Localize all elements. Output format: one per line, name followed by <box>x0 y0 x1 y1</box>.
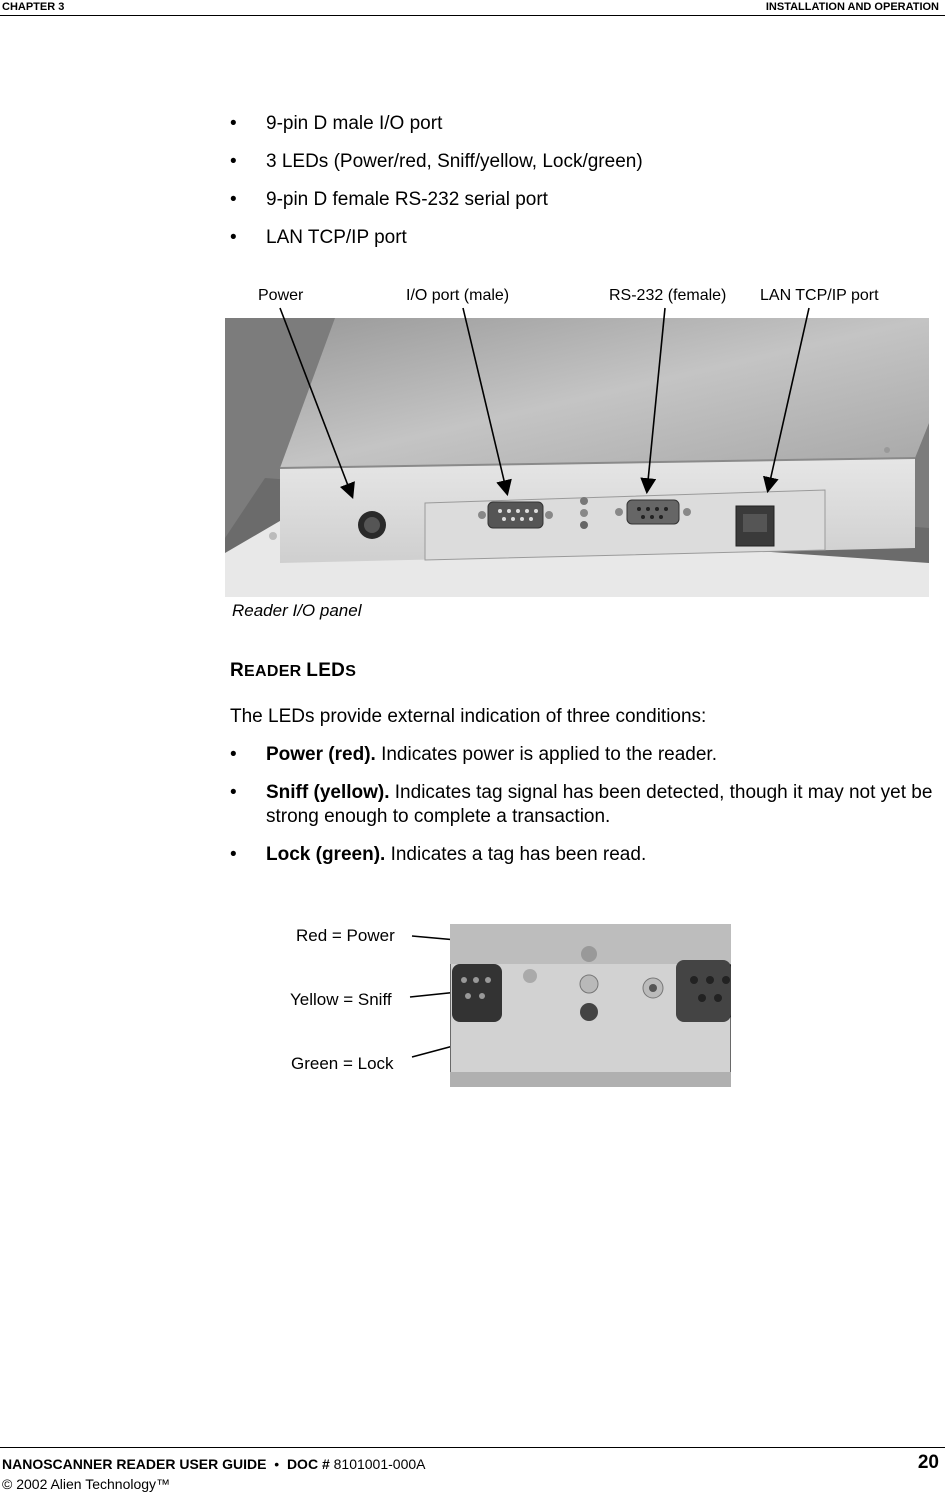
bullet-icon: • <box>230 151 237 172</box>
section-heading: READER LEDS <box>230 660 357 681</box>
reader-io-panel-photo <box>225 318 929 597</box>
label-rs232: RS-232 (female) <box>609 287 727 304</box>
page-header <box>0 0 945 18</box>
list-item: • Lock (green). Indicates a tag has been read. <box>230 844 647 865</box>
list-item: • Power (red). Indicates power is applied to the reader. <box>230 744 717 765</box>
footer-divider <box>0 1447 945 1448</box>
label-lan: LAN TCP/IP port <box>760 287 879 304</box>
label-yellow-sniff: Yellow = Sniff <box>290 990 392 1009</box>
footer-title: NANOSCANNER READER USER GUIDE • DOC # 8101001-000A <box>2 1456 426 1472</box>
list-item: • Sniff (yellow). Indicates tag signal has been detected, though it may not yet be strong enough to complete a transaction. <box>230 782 933 827</box>
list-item: • 3 LEDs (Power/red, Sniff/yellow, Lock/green) <box>230 151 643 172</box>
section-label: INSTALLATION AND OPERATION <box>765 1 939 13</box>
header-divider <box>0 15 945 16</box>
footer-copyright: © 2002 Alien Technology™ <box>2 1476 171 1492</box>
led-list <box>230 743 940 881</box>
label-power: Power <box>258 287 304 304</box>
section-intro: The LEDs provide external indication of three conditions: <box>230 706 707 727</box>
label-green-lock: Green = Lock <box>291 1054 394 1073</box>
led-closeup-photo <box>450 924 731 1087</box>
bullet-icon: • <box>230 113 237 134</box>
list-item: • LAN TCP/IP port <box>230 227 407 248</box>
list-item: • 9-pin D female RS-232 serial port <box>230 189 548 210</box>
bullet-icon: • <box>230 744 237 765</box>
list-item: • 9-pin D male I/O port <box>230 113 443 134</box>
chapter-label: CHAPTER 3 <box>2 1 65 13</box>
ports-list <box>230 112 930 264</box>
page-number: 20 <box>917 1452 939 1473</box>
bullet-icon: • <box>230 782 237 803</box>
bullet-icon: • <box>230 227 237 248</box>
figure-caption: Reader I/O panel <box>232 601 362 620</box>
bullet-icon: • <box>230 844 237 865</box>
bullet-icon: • <box>230 189 237 210</box>
label-red-power: Red = Power <box>296 926 395 945</box>
label-io-port: I/O port (male) <box>406 287 510 304</box>
